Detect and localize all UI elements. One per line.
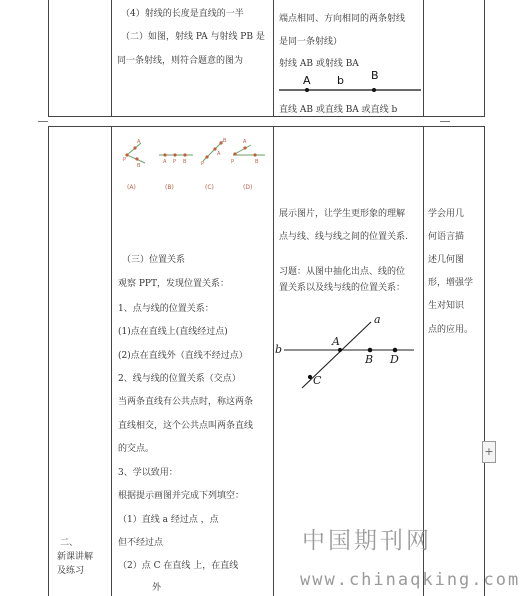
opt-b-label-b: B — [183, 159, 187, 165]
mid-line-3: (1)点在直线上(直线经过点) — [118, 327, 228, 337]
fig-label-b: b — [337, 74, 344, 87]
far-right-line-1: 何语言描 — [428, 232, 465, 242]
mid-line-8: 的交点。 — [118, 444, 155, 454]
mid-line-5: 2、线与线的位置关系（交点） — [118, 374, 241, 384]
mid-line-10: 根据提示画图并完成下列填空： — [118, 491, 245, 501]
opt-c-label-b: B — [223, 138, 227, 144]
right-line-3: 置关系以及线与线的位置关系： — [279, 283, 406, 293]
mid-line-11: （1）直线 a 经过点 ，点 — [118, 515, 219, 525]
far-right-line-4: 生对知识 — [428, 301, 465, 311]
opt-d-label-a: A — [243, 139, 247, 145]
mid-line-0: （三）位置关系 — [122, 255, 186, 265]
mid-line-7: 直线相交，这个公共点叫两条直线 — [118, 421, 254, 431]
mid-line-6: 当两条直线有公共点时，称这两条 — [118, 397, 254, 407]
right-line-0: 展示图片，让学生更形象的理解 — [279, 209, 406, 219]
far-right-line-0: 学会用几 — [428, 209, 465, 219]
mid-line-1: 观察 PPT，发现位置关系： — [118, 279, 229, 289]
crop-mark-left — [38, 121, 48, 122]
fig2-label-a: a — [374, 313, 381, 326]
far-right-line-2: 述几何图 — [428, 255, 465, 265]
opt-a-label-b: B — [137, 163, 141, 169]
fig2-label-C: C — [313, 374, 322, 387]
opt-a-label-p: P — [123, 157, 127, 163]
page-break — [0, 117, 532, 125]
mid-line-2: 1、点与线的位置关系： — [118, 304, 214, 314]
section-title-line-2: 及练习 — [57, 566, 85, 576]
opt-d-label-b: B — [255, 159, 259, 165]
opt-b-label-p: P — [173, 159, 177, 165]
top-right-line-2: 是同一条射线） — [279, 37, 343, 47]
fig-label-B: B — [371, 69, 379, 82]
mid-line-14: 外 — [152, 583, 162, 593]
section-number: 二、 — [60, 538, 79, 548]
right-line-2: 习题：从图中抽化出点、线的位 — [279, 267, 406, 277]
fig2-label-D: D — [390, 353, 399, 366]
opt-c-label-p: P — [201, 161, 205, 167]
mid-line-9: 3、学以致用： — [118, 468, 178, 478]
option-c: (C) — [205, 184, 214, 191]
far-right-line-3: 形，增强学 — [428, 278, 474, 288]
line-ab-figure — [276, 66, 426, 98]
far-right-line-5: 点的应用。 — [428, 325, 474, 335]
fig2-label-A: A — [332, 335, 340, 348]
fig-label-a: A — [303, 74, 311, 87]
opt-b-label-a: A — [163, 159, 167, 165]
opt-c-label-a: A — [217, 151, 221, 157]
option-a: (A) — [127, 184, 136, 191]
crop-mark-right — [440, 121, 450, 122]
right-line-1: 点与线、线与线之间的位置关系. — [279, 232, 408, 242]
mid-line-12: 但不经过点 — [118, 538, 164, 548]
fig2-label-b: b — [275, 343, 283, 356]
fig2-label-B: B — [365, 353, 374, 366]
mid-line-4: (2)点在直线外（直线不经过点） — [118, 351, 248, 361]
mid-line-13: （2）点 C 在直线 上，在直线 — [118, 561, 239, 571]
top-right-line-3: 射线 AB 或射线 BA — [279, 59, 359, 69]
ray-options-figure — [115, 133, 271, 193]
watermark-chinese: 中国期刊网 — [302, 528, 432, 554]
section-title-line-1: 新课讲解 — [57, 552, 94, 562]
opt-a-label-a: A — [137, 139, 141, 145]
top-mid-line-3: 同一条射线，则符合题意的图为 — [117, 56, 244, 66]
intersecting-lines-figure — [274, 312, 422, 396]
option-d: (D) — [243, 184, 253, 191]
top-right-line-4: 直线 AB 或直线 BA 或直线 b — [279, 105, 398, 115]
option-b: (B) — [165, 184, 174, 191]
watermark-url: www.chinaqking.com — [300, 570, 521, 590]
top-mid-line-2: （二）如图，射线 PA 与射线 PB 是 — [121, 32, 265, 42]
opt-d-label-p: P — [231, 159, 235, 165]
add-row-button[interactable]: + — [482, 441, 496, 463]
top-mid-line-1: （4）射线的长度是直线的一半 — [121, 9, 244, 19]
top-right-line-1: 端点相同、方向相同的两条射线 — [279, 14, 406, 24]
